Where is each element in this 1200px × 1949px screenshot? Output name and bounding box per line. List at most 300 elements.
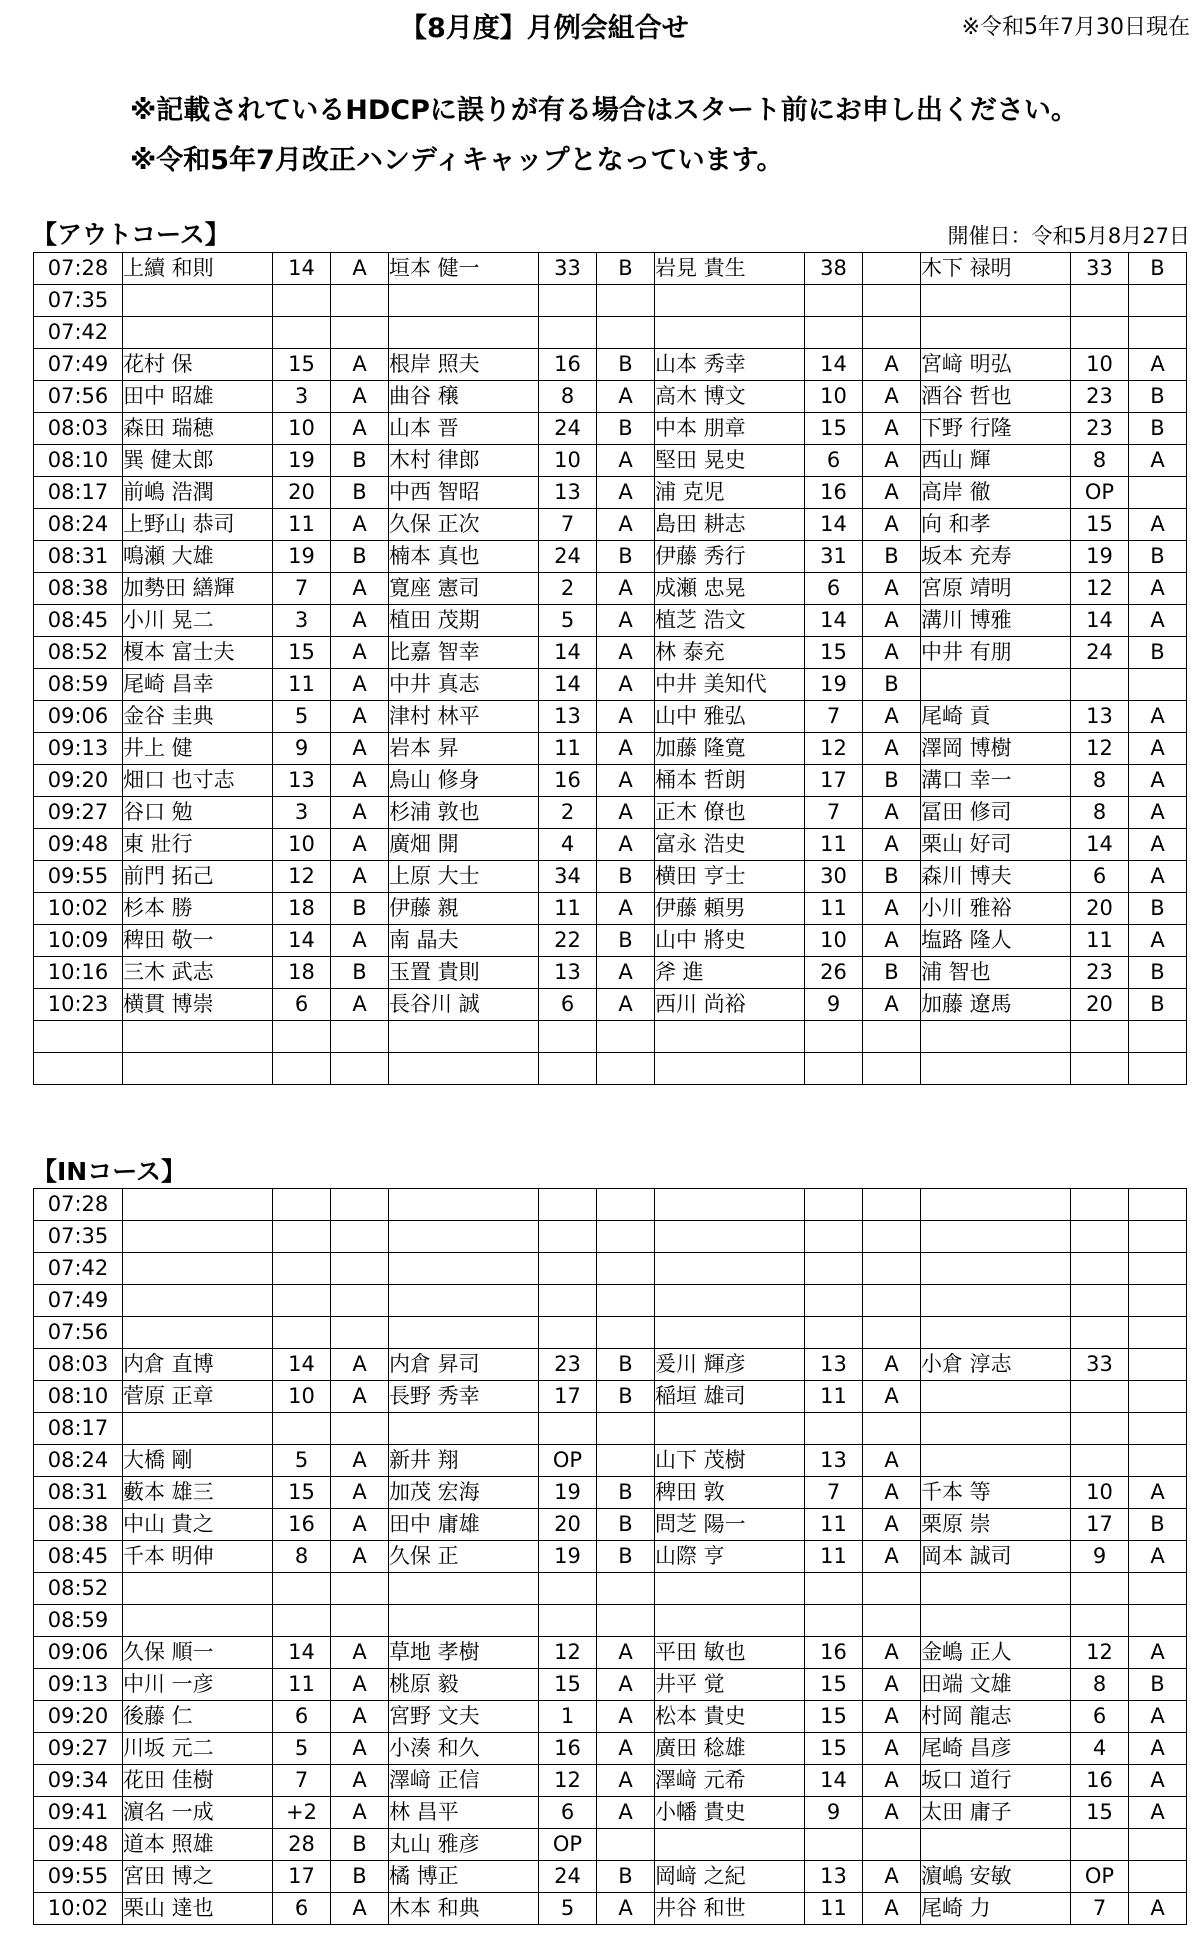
player-2-name-cell xyxy=(389,1605,539,1637)
player-3-class-cell xyxy=(863,1189,921,1221)
player-3-class-cell xyxy=(863,317,921,349)
player-3-hdcp-cell: 7 xyxy=(805,797,863,829)
player-4-name-cell xyxy=(921,1221,1071,1253)
tee-time-cell: 08:59 xyxy=(34,669,123,701)
player-2-class-cell: A xyxy=(597,765,655,797)
player-2-name-cell: 丸山 雅彦 xyxy=(389,1829,539,1861)
player-2-hdcp-cell: 13 xyxy=(539,477,597,509)
player-3-name-cell: 横田 亨士 xyxy=(655,861,805,893)
player-3-hdcp-cell xyxy=(805,1221,863,1253)
player-1-class-cell: B xyxy=(331,1861,389,1893)
player-2-name-cell: 長谷川 誠 xyxy=(389,989,539,1021)
player-4-class-cell xyxy=(1129,1605,1187,1637)
tee-time-cell: 09:41 xyxy=(34,1797,123,1829)
player-4-hdcp-cell: 14 xyxy=(1071,829,1129,861)
tee-time-cell: 08:45 xyxy=(34,605,123,637)
player-3-hdcp-cell: 15 xyxy=(805,1733,863,1765)
player-1-name-cell xyxy=(123,1189,273,1221)
player-4-name-cell: 田端 文雄 xyxy=(921,1669,1071,1701)
player-1-name-cell: 三木 武志 xyxy=(123,957,273,989)
player-1-class-cell: B xyxy=(331,1829,389,1861)
player-3-class-cell: A xyxy=(863,1733,921,1765)
player-2-name-cell: 木村 律郎 xyxy=(389,445,539,477)
player-2-class-cell: A xyxy=(597,1797,655,1829)
player-4-name-cell: 酒谷 哲也 xyxy=(921,381,1071,413)
player-3-class-cell xyxy=(863,1605,921,1637)
player-4-class-cell: B xyxy=(1129,989,1187,1021)
player-1-class-cell: A xyxy=(331,509,389,541)
tee-time-cell xyxy=(34,1053,123,1085)
player-1-class-cell: A xyxy=(331,765,389,797)
player-3-hdcp-cell: 14 xyxy=(805,605,863,637)
player-2-name-cell: 小湊 和久 xyxy=(389,1733,539,1765)
player-3-class-cell: A xyxy=(863,1765,921,1797)
player-4-name-cell: 向 和孝 xyxy=(921,509,1071,541)
player-4-class-cell: A xyxy=(1129,1701,1187,1733)
player-3-name-cell: 稲垣 雄司 xyxy=(655,1381,805,1413)
player-2-name-cell: 玉置 貴則 xyxy=(389,957,539,989)
player-3-name-cell xyxy=(655,1285,805,1317)
player-3-hdcp-cell xyxy=(805,1573,863,1605)
table-row xyxy=(34,1733,1187,1765)
player-4-hdcp-cell xyxy=(1071,1285,1129,1317)
table-row xyxy=(34,1021,1187,1053)
player-1-hdcp-cell: +2 xyxy=(273,1797,331,1829)
player-3-hdcp-cell: 17 xyxy=(805,765,863,797)
player-2-name-cell xyxy=(389,1021,539,1053)
player-2-hdcp-cell: 19 xyxy=(539,1541,597,1573)
player-4-hdcp-cell: 8 xyxy=(1071,765,1129,797)
player-2-hdcp-cell: 6 xyxy=(539,1797,597,1829)
player-4-name-cell xyxy=(921,1573,1071,1605)
table-row xyxy=(34,989,1187,1021)
as-of-date: ※令和5年7月30日現在 xyxy=(961,15,1190,40)
player-4-name-cell: 塩路 隆人 xyxy=(921,925,1071,957)
player-1-name-cell: 上野山 恭司 xyxy=(123,509,273,541)
player-4-class-cell: A xyxy=(1129,573,1187,605)
player-4-hdcp-cell xyxy=(1071,1053,1129,1085)
tee-time-cell: 08:31 xyxy=(34,541,123,573)
player-2-class-cell xyxy=(597,1053,655,1085)
player-3-name-cell xyxy=(655,285,805,317)
player-1-hdcp-cell: 17 xyxy=(273,1861,331,1893)
tee-time-cell: 10:16 xyxy=(34,957,123,989)
player-2-class-cell: A xyxy=(597,829,655,861)
player-3-name-cell: 伊藤 頼男 xyxy=(655,893,805,925)
player-1-name-cell: 畑口 也寸志 xyxy=(123,765,273,797)
player-1-name-cell xyxy=(123,1221,273,1253)
player-3-hdcp-cell: 15 xyxy=(805,1701,863,1733)
player-1-class-cell: A xyxy=(331,1349,389,1381)
player-1-name-cell: 濵名 一成 xyxy=(123,1797,273,1829)
player-4-hdcp-cell xyxy=(1071,1445,1129,1477)
player-1-name-cell xyxy=(123,1253,273,1285)
player-3-name-cell xyxy=(655,1021,805,1053)
tee-time-cell: 09:06 xyxy=(34,1637,123,1669)
player-1-class-cell: A xyxy=(331,573,389,605)
player-4-class-cell xyxy=(1129,1189,1187,1221)
player-3-class-cell: A xyxy=(863,829,921,861)
player-1-hdcp-cell: 3 xyxy=(273,797,331,829)
table-row xyxy=(34,1053,1187,1085)
player-4-class-cell: B xyxy=(1129,1509,1187,1541)
player-3-hdcp-cell xyxy=(805,1189,863,1221)
table-row xyxy=(34,1893,1187,1925)
player-4-hdcp-cell xyxy=(1071,1221,1129,1253)
player-4-hdcp-cell: 12 xyxy=(1071,573,1129,605)
player-4-name-cell xyxy=(921,1285,1071,1317)
player-4-class-cell xyxy=(1129,1021,1187,1053)
player-2-hdcp-cell: 14 xyxy=(539,669,597,701)
tee-time-cell: 08:10 xyxy=(34,445,123,477)
player-1-name-cell: 尾崎 昌幸 xyxy=(123,669,273,701)
player-1-hdcp-cell xyxy=(273,1413,331,1445)
tee-time-cell: 09:55 xyxy=(34,861,123,893)
player-1-hdcp-cell: 16 xyxy=(273,1509,331,1541)
player-4-hdcp-cell xyxy=(1071,1189,1129,1221)
player-2-class-cell: A xyxy=(597,1637,655,1669)
player-1-hdcp-cell: 10 xyxy=(273,1381,331,1413)
player-2-hdcp-cell: OP xyxy=(539,1445,597,1477)
player-4-class-cell xyxy=(1129,1381,1187,1413)
player-1-hdcp-cell: 18 xyxy=(273,893,331,925)
player-3-name-cell: 高木 博文 xyxy=(655,381,805,413)
tee-time-cell: 10:09 xyxy=(34,925,123,957)
table-row xyxy=(34,957,1187,989)
player-4-name-cell: 坂口 道行 xyxy=(921,1765,1071,1797)
player-2-hdcp-cell: 34 xyxy=(539,861,597,893)
player-3-class-cell: A xyxy=(863,1669,921,1701)
player-4-class-cell: A xyxy=(1129,605,1187,637)
player-3-name-cell: 富永 浩史 xyxy=(655,829,805,861)
player-1-class-cell: A xyxy=(331,1541,389,1573)
player-3-name-cell: 澤﨑 元希 xyxy=(655,1765,805,1797)
table-row xyxy=(34,1221,1187,1253)
player-4-name-cell: 尾崎 力 xyxy=(921,1893,1071,1925)
table-row xyxy=(34,669,1187,701)
player-2-name-cell: 岩本 昇 xyxy=(389,733,539,765)
player-2-name-cell: 津村 林平 xyxy=(389,701,539,733)
player-3-name-cell: 山下 茂樹 xyxy=(655,1445,805,1477)
player-4-class-cell: A xyxy=(1129,445,1187,477)
table-row xyxy=(34,1349,1187,1381)
player-2-name-cell: 久保 正 xyxy=(389,1541,539,1573)
player-2-class-cell: A xyxy=(597,989,655,1021)
player-4-name-cell: 村岡 龍志 xyxy=(921,1701,1071,1733)
player-1-hdcp-cell: 15 xyxy=(273,637,331,669)
player-3-name-cell: 成瀬 忠晃 xyxy=(655,573,805,605)
tee-time-cell: 09:20 xyxy=(34,1701,123,1733)
player-2-class-cell: B xyxy=(597,1861,655,1893)
player-3-class-cell xyxy=(863,253,921,285)
player-3-hdcp-cell: 14 xyxy=(805,349,863,381)
player-3-name-cell: 島田 耕志 xyxy=(655,509,805,541)
player-4-name-cell xyxy=(921,1053,1071,1085)
player-3-hdcp-cell xyxy=(805,1053,863,1085)
player-2-name-cell: 中井 真志 xyxy=(389,669,539,701)
player-2-hdcp-cell xyxy=(539,1285,597,1317)
player-3-name-cell xyxy=(655,1413,805,1445)
player-3-class-cell: A xyxy=(863,701,921,733)
player-4-hdcp-cell: 17 xyxy=(1071,1509,1129,1541)
table-row xyxy=(34,349,1187,381)
player-2-name-cell: 内倉 昇司 xyxy=(389,1349,539,1381)
tee-time-cell: 08:31 xyxy=(34,1477,123,1509)
player-4-hdcp-cell: 20 xyxy=(1071,989,1129,1021)
table-row xyxy=(34,1317,1187,1349)
player-3-name-cell xyxy=(655,1221,805,1253)
player-1-hdcp-cell xyxy=(273,1221,331,1253)
player-3-class-cell: B xyxy=(863,669,921,701)
table-row xyxy=(34,605,1187,637)
table-row xyxy=(34,1573,1187,1605)
player-3-class-cell xyxy=(863,1829,921,1861)
player-3-name-cell: 岩見 貴生 xyxy=(655,253,805,285)
player-4-hdcp-cell xyxy=(1071,1317,1129,1349)
player-3-name-cell: 正木 僚也 xyxy=(655,797,805,829)
player-4-class-cell: B xyxy=(1129,413,1187,445)
player-3-class-cell: A xyxy=(863,509,921,541)
player-2-class-cell: A xyxy=(597,669,655,701)
player-4-class-cell: A xyxy=(1129,1477,1187,1509)
player-3-class-cell: A xyxy=(863,573,921,605)
player-3-name-cell: 小幡 貴史 xyxy=(655,1797,805,1829)
player-1-name-cell: 田中 昭雄 xyxy=(123,381,273,413)
player-4-hdcp-cell: 20 xyxy=(1071,893,1129,925)
player-3-class-cell: B xyxy=(863,541,921,573)
tee-time-cell: 10:02 xyxy=(34,1893,123,1925)
player-3-class-cell xyxy=(863,1573,921,1605)
player-4-hdcp-cell xyxy=(1071,1573,1129,1605)
player-3-hdcp-cell xyxy=(805,1605,863,1637)
player-1-name-cell: 菅原 正章 xyxy=(123,1381,273,1413)
player-4-class-cell xyxy=(1129,1573,1187,1605)
player-3-hdcp-cell: 7 xyxy=(805,701,863,733)
out-course-table xyxy=(33,252,1187,1085)
player-3-name-cell: 山際 亨 xyxy=(655,1541,805,1573)
player-2-name-cell: 比嘉 智幸 xyxy=(389,637,539,669)
player-1-class-cell: A xyxy=(331,253,389,285)
player-4-class-cell xyxy=(1129,1413,1187,1445)
player-3-class-cell: A xyxy=(863,1349,921,1381)
player-1-name-cell: 金谷 圭典 xyxy=(123,701,273,733)
player-2-hdcp-cell: 16 xyxy=(539,1733,597,1765)
table-row xyxy=(34,509,1187,541)
in-course-title: 【INコース】 xyxy=(32,1157,186,1186)
tee-time-cell: 08:45 xyxy=(34,1541,123,1573)
player-1-class-cell xyxy=(331,1573,389,1605)
player-4-hdcp-cell: 23 xyxy=(1071,957,1129,989)
player-1-class-cell xyxy=(331,1413,389,1445)
player-1-hdcp-cell: 3 xyxy=(273,605,331,637)
player-1-name-cell: 中川 一彦 xyxy=(123,1669,273,1701)
player-4-name-cell: 岡本 誠司 xyxy=(921,1541,1071,1573)
player-2-hdcp-cell xyxy=(539,317,597,349)
player-4-name-cell: 溝川 博雅 xyxy=(921,605,1071,637)
player-1-name-cell xyxy=(123,1285,273,1317)
player-4-name-cell xyxy=(921,1381,1071,1413)
player-1-name-cell: 東 壯行 xyxy=(123,829,273,861)
player-2-class-cell: A xyxy=(597,637,655,669)
player-3-hdcp-cell xyxy=(805,1253,863,1285)
player-4-name-cell xyxy=(921,669,1071,701)
player-4-hdcp-cell: 12 xyxy=(1071,1637,1129,1669)
player-4-hdcp-cell xyxy=(1071,1253,1129,1285)
tee-time-cell: 07:35 xyxy=(34,285,123,317)
table-row xyxy=(34,861,1187,893)
player-1-hdcp-cell: 28 xyxy=(273,1829,331,1861)
table-row xyxy=(34,1605,1187,1637)
player-1-name-cell: 鳴瀬 大雄 xyxy=(123,541,273,573)
player-1-name-cell: 栗山 達也 xyxy=(123,1893,273,1925)
player-2-hdcp-cell xyxy=(539,1253,597,1285)
player-4-class-cell xyxy=(1129,477,1187,509)
tee-time-cell: 08:38 xyxy=(34,1509,123,1541)
player-4-class-cell: A xyxy=(1129,349,1187,381)
player-4-hdcp-cell: 9 xyxy=(1071,1541,1129,1573)
player-2-name-cell: 久保 正次 xyxy=(389,509,539,541)
tee-time-cell: 07:28 xyxy=(34,253,123,285)
player-2-class-cell xyxy=(597,1221,655,1253)
player-1-class-cell: A xyxy=(331,1637,389,1669)
player-1-hdcp-cell: 20 xyxy=(273,477,331,509)
player-1-hdcp-cell: 14 xyxy=(273,253,331,285)
player-2-class-cell: A xyxy=(597,701,655,733)
player-4-name-cell: 小倉 淳志 xyxy=(921,1349,1071,1381)
player-3-hdcp-cell xyxy=(805,317,863,349)
table-row xyxy=(34,925,1187,957)
player-4-class-cell: A xyxy=(1129,861,1187,893)
player-1-hdcp-cell: 15 xyxy=(273,1477,331,1509)
tee-time-cell: 09:13 xyxy=(34,1669,123,1701)
player-4-class-cell xyxy=(1129,1317,1187,1349)
player-3-name-cell xyxy=(655,1829,805,1861)
player-3-name-cell: 廣田 稔雄 xyxy=(655,1733,805,1765)
tee-time-cell: 09:34 xyxy=(34,1765,123,1797)
player-3-class-cell: A xyxy=(863,989,921,1021)
player-3-class-cell: A xyxy=(863,445,921,477)
player-1-hdcp-cell: 14 xyxy=(273,1637,331,1669)
tee-time-cell: 08:03 xyxy=(34,413,123,445)
player-2-class-cell: B xyxy=(597,1477,655,1509)
player-3-class-cell xyxy=(863,1317,921,1349)
player-3-hdcp-cell xyxy=(805,1829,863,1861)
player-4-class-cell: A xyxy=(1129,797,1187,829)
player-3-name-cell: 平田 敏也 xyxy=(655,1637,805,1669)
player-1-class-cell: A xyxy=(331,1669,389,1701)
player-3-name-cell: 中井 美知代 xyxy=(655,669,805,701)
player-1-class-cell: A xyxy=(331,1733,389,1765)
player-3-hdcp-cell: 12 xyxy=(805,733,863,765)
player-1-name-cell xyxy=(123,285,273,317)
player-1-hdcp-cell xyxy=(273,1605,331,1637)
tee-time-cell: 10:23 xyxy=(34,989,123,1021)
player-4-class-cell xyxy=(1129,1253,1187,1285)
player-3-name-cell: 爰川 輝彦 xyxy=(655,1349,805,1381)
player-4-class-cell xyxy=(1129,1285,1187,1317)
player-1-name-cell: 小川 晃二 xyxy=(123,605,273,637)
player-2-class-cell: A xyxy=(597,733,655,765)
player-2-hdcp-cell: 11 xyxy=(539,893,597,925)
table-row xyxy=(34,1189,1187,1221)
player-1-name-cell: 杉本 勝 xyxy=(123,893,273,925)
player-1-class-cell: B xyxy=(331,445,389,477)
player-3-class-cell xyxy=(863,1053,921,1085)
player-4-class-cell xyxy=(1129,317,1187,349)
tee-time-cell: 09:13 xyxy=(34,733,123,765)
player-2-class-cell: A xyxy=(597,797,655,829)
player-1-name-cell: 前嶋 浩潤 xyxy=(123,477,273,509)
player-3-hdcp-cell: 13 xyxy=(805,1349,863,1381)
player-2-name-cell: 山本 晋 xyxy=(389,413,539,445)
player-1-class-cell xyxy=(331,1605,389,1637)
player-4-hdcp-cell: 19 xyxy=(1071,541,1129,573)
player-3-hdcp-cell: 7 xyxy=(805,1477,863,1509)
player-1-hdcp-cell: 10 xyxy=(273,829,331,861)
player-2-class-cell: A xyxy=(597,893,655,925)
player-2-name-cell xyxy=(389,1221,539,1253)
player-4-name-cell xyxy=(921,1413,1071,1445)
player-4-class-cell: B xyxy=(1129,541,1187,573)
player-3-class-cell xyxy=(863,1221,921,1253)
tee-time-cell: 09:48 xyxy=(34,1829,123,1861)
player-3-hdcp-cell: 6 xyxy=(805,445,863,477)
player-4-class-cell xyxy=(1129,1861,1187,1893)
player-2-class-cell xyxy=(597,1285,655,1317)
player-4-class-cell: B xyxy=(1129,893,1187,925)
player-4-class-cell: A xyxy=(1129,733,1187,765)
player-2-class-cell xyxy=(597,1021,655,1053)
player-2-name-cell: 根岸 照夫 xyxy=(389,349,539,381)
player-3-class-cell: A xyxy=(863,1701,921,1733)
player-2-hdcp-cell: 12 xyxy=(539,1637,597,1669)
player-4-hdcp-cell: 8 xyxy=(1071,1669,1129,1701)
player-4-class-cell xyxy=(1129,1445,1187,1477)
tee-time-cell: 08:10 xyxy=(34,1381,123,1413)
player-2-class-cell: A xyxy=(597,1701,655,1733)
player-4-hdcp-cell: 16 xyxy=(1071,1765,1129,1797)
player-4-hdcp-cell xyxy=(1071,1381,1129,1413)
player-2-hdcp-cell: 24 xyxy=(539,1861,597,1893)
player-2-hdcp-cell: 15 xyxy=(539,1669,597,1701)
player-4-hdcp-cell: 7 xyxy=(1071,1893,1129,1925)
player-3-name-cell: 岡﨑 之紀 xyxy=(655,1861,805,1893)
tee-time-cell: 09:48 xyxy=(34,829,123,861)
table-row xyxy=(34,829,1187,861)
player-4-name-cell: 加藤 遼馬 xyxy=(921,989,1071,1021)
player-4-name-cell xyxy=(921,1317,1071,1349)
table-row xyxy=(34,381,1187,413)
player-2-name-cell: 上原 大士 xyxy=(389,861,539,893)
player-4-class-cell xyxy=(1129,669,1187,701)
player-1-class-cell xyxy=(331,1189,389,1221)
player-3-hdcp-cell: 9 xyxy=(805,989,863,1021)
player-2-hdcp-cell: 2 xyxy=(539,797,597,829)
table-row xyxy=(34,765,1187,797)
player-2-class-cell xyxy=(597,317,655,349)
player-3-class-cell xyxy=(863,285,921,317)
player-3-class-cell xyxy=(863,1413,921,1445)
player-2-hdcp-cell: 7 xyxy=(539,509,597,541)
player-2-name-cell: 南 晶夫 xyxy=(389,925,539,957)
player-4-hdcp-cell: 8 xyxy=(1071,445,1129,477)
player-4-name-cell: 小川 雅裕 xyxy=(921,893,1071,925)
player-1-name-cell: 大橋 剛 xyxy=(123,1445,273,1477)
player-2-class-cell: A xyxy=(597,477,655,509)
player-3-name-cell: 堅田 晃史 xyxy=(655,445,805,477)
player-2-name-cell xyxy=(389,1317,539,1349)
player-4-hdcp-cell: 10 xyxy=(1071,349,1129,381)
